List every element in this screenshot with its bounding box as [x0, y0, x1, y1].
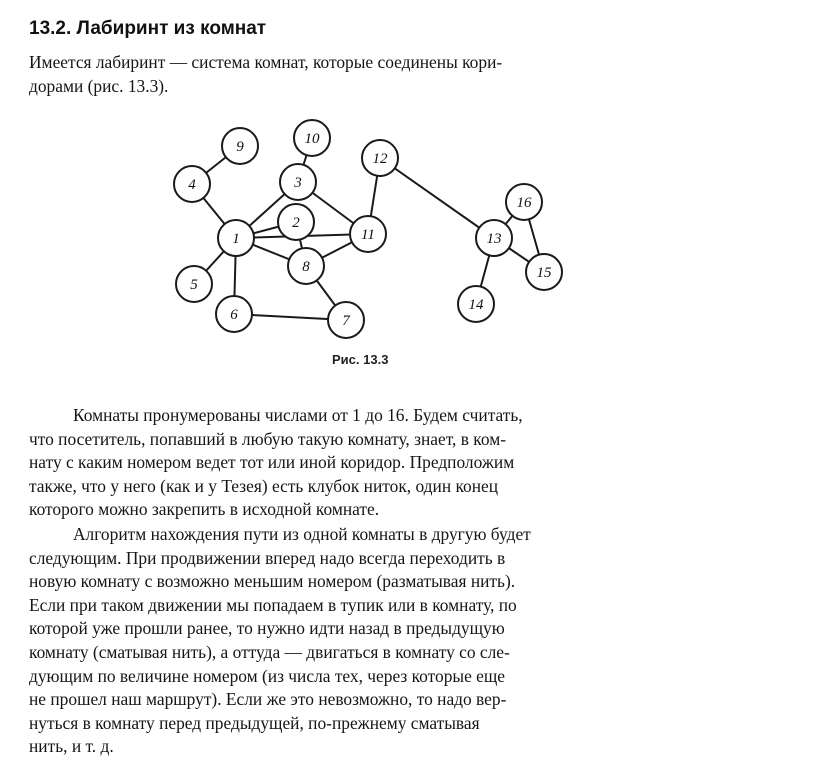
- room-label: 10: [304, 131, 320, 147]
- room-label: 14: [468, 297, 484, 313]
- figure-caption: Рис. 13.3: [332, 352, 389, 367]
- room-label: 3: [294, 175, 302, 191]
- room-label: 7: [342, 313, 350, 329]
- room-label: 15: [536, 265, 552, 281]
- room-label: 2: [292, 215, 300, 231]
- body-paragraph-1: [29, 404, 717, 522]
- text-line: нуться в комнату перед предыдущей, по-прежнему сматывая: [29, 712, 480, 733]
- text-line: нить, и т. д.: [29, 736, 114, 757]
- room-7: [328, 302, 364, 338]
- section-heading: 13.2. Лабиринт из комнат: [29, 18, 267, 39]
- room-6: [216, 296, 252, 332]
- text-line: которого можно закрепить в исходной комнате.: [29, 499, 380, 520]
- room-13: [476, 220, 512, 256]
- intro-paragraph: [29, 51, 717, 98]
- room-label: 13: [486, 231, 502, 247]
- text-line: Комнаты пронумерованы числами от 1 до 16. Будем считать,: [73, 405, 523, 425]
- room-10: [294, 120, 330, 156]
- maze-graph-figure: [160, 118, 580, 350]
- room-2: [278, 204, 314, 240]
- rooms: [174, 120, 562, 338]
- text-line: дующим по величине номером (из числа тех, через которые еще: [29, 665, 505, 686]
- room-1: [218, 220, 254, 256]
- text-line: Имеется лабиринт — система комнат, которые соединены кори-: [29, 52, 503, 72]
- room-3: [280, 164, 316, 200]
- corridor-12-13: [380, 158, 494, 238]
- text-line: что посетитель, попавший в любую такую комнату, знает, в ком-: [29, 428, 506, 449]
- text-line: следующим. При продвижении вперед надо всегда переходить в: [29, 547, 506, 568]
- room-16: [506, 184, 542, 220]
- room-15: [526, 254, 562, 290]
- text-line: которой уже прошли ранее, то нужно идти назад в предыдущую: [29, 618, 505, 639]
- body-paragraph-2: [29, 523, 717, 759]
- maze-graph: [160, 118, 580, 350]
- room-label: 4: [188, 177, 196, 193]
- room-14: [458, 286, 494, 322]
- room-12: [362, 140, 398, 176]
- text-line: также, что у него (как и у Тезея) есть клубок ниток, один конец: [29, 475, 499, 496]
- room-label: 1: [232, 231, 240, 247]
- room-label: 11: [361, 227, 375, 243]
- room-label: 9: [236, 139, 244, 155]
- room-label: 6: [230, 307, 238, 323]
- room-11: [350, 216, 386, 252]
- room-label: 12: [372, 151, 388, 167]
- text-line: комнату (сматывая нить), а оттуда — двигаться в комнату со сле-: [29, 641, 510, 662]
- text-line: Алгоритм нахождения пути из одной комнаты в другую будет: [73, 524, 531, 544]
- text-line: не прошел наш маршрут). Если же это невозможно, то надо вер-: [29, 689, 507, 710]
- room-8: [288, 248, 324, 284]
- text-line: нату с каким номером ведет тот или иной коридор. Предположим: [29, 452, 515, 473]
- room-label: 5: [190, 277, 198, 293]
- room-4: [174, 166, 210, 202]
- room-label: 16: [516, 195, 532, 211]
- text-line: новую комнату с возможно меньшим номером (разматывая нить).: [29, 571, 516, 592]
- text-line: Если при таком движении мы попадаем в тупик или в комнату, по: [29, 594, 517, 615]
- room-label: 8: [302, 259, 310, 275]
- room-5: [176, 266, 212, 302]
- text-line: дорами (рис. 13.3).: [29, 75, 169, 96]
- room-9: [222, 128, 258, 164]
